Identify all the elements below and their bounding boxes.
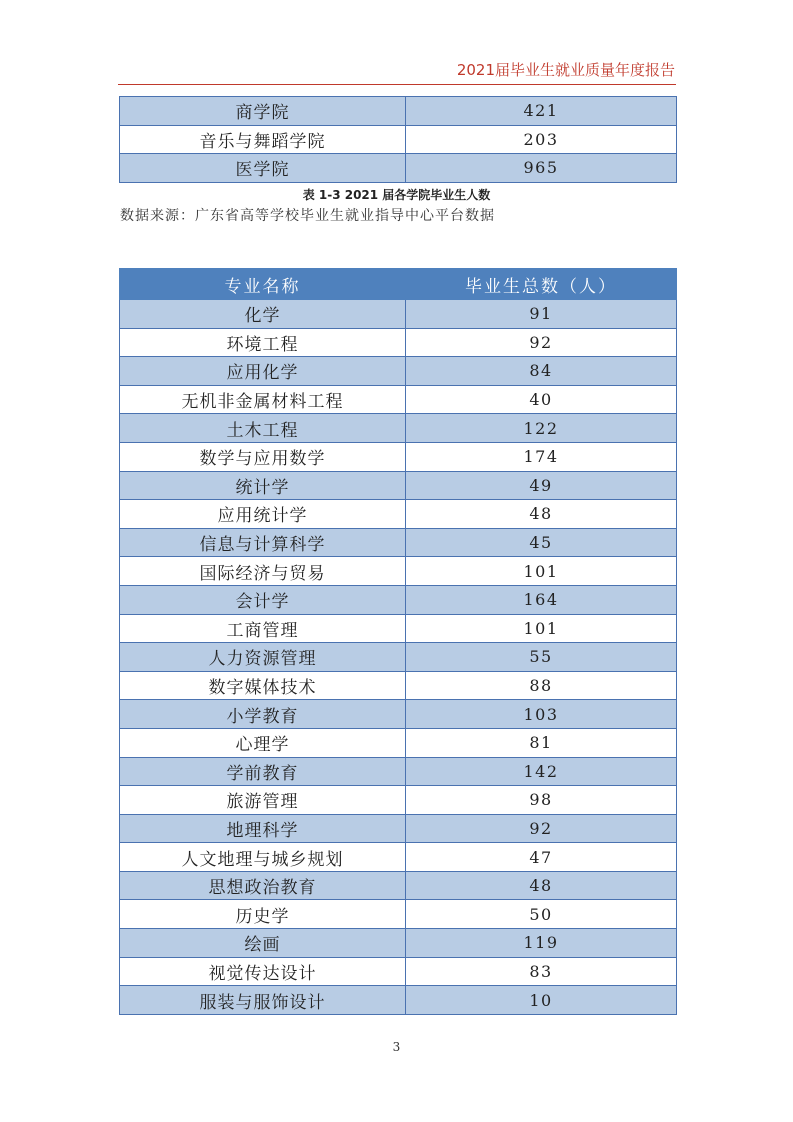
major-table-body [120,300,677,1015]
graduate-count: 47 [406,843,677,872]
graduate-count: 83 [406,957,677,986]
table-row [120,585,677,614]
major-name: 数字媒体技术 [120,671,406,700]
graduate-count: 98 [406,786,677,815]
major-name: 会计学 [120,585,406,614]
major-name: 国际经济与贸易 [120,557,406,586]
graduate-count: 48 [406,500,677,529]
major-name: 数学与应用数学 [120,442,406,471]
major-name: 学前教育 [120,757,406,786]
table-row [120,528,677,557]
college-name: 音乐与舞蹈学院 [120,125,406,154]
graduate-count: 119 [406,929,677,958]
graduate-count: 10 [406,986,677,1015]
column-header-total: 毕业生总数（人） [406,269,677,300]
major-name: 思想政治教育 [120,871,406,900]
table-caption: 表 1-3 2021 届各学院毕业生人数 [302,188,491,202]
graduate-count: 122 [406,414,677,443]
major-name: 视觉传达设计 [120,957,406,986]
major-name: 人文地理与城乡规划 [120,843,406,872]
major-name: 历史学 [120,900,406,929]
college-name: 商学院 [120,97,406,126]
table-row [120,414,677,443]
major-name: 心理学 [120,728,406,757]
table-row [120,871,677,900]
table-row [120,700,677,729]
table-row [120,728,677,757]
major-name: 土木工程 [120,414,406,443]
major-name: 应用统计学 [120,500,406,529]
graduate-count: 92 [406,814,677,843]
graduate-count: 48 [406,871,677,900]
report-title: 2021届毕业生就业质量年度报告 [456,61,675,79]
graduate-count: 142 [406,757,677,786]
table-header-row [120,269,677,300]
graduate-count: 45 [406,528,677,557]
graduate-count: 81 [406,728,677,757]
graduate-count: 40 [406,385,677,414]
graduate-count: 55 [406,643,677,672]
table-row [120,900,677,929]
graduate-count: 49 [406,471,677,500]
table-row [120,614,677,643]
graduate-count: 50 [406,900,677,929]
graduate-count: 101 [406,614,677,643]
graduate-count: 84 [406,357,677,386]
graduate-count: 103 [406,700,677,729]
table-row [120,97,677,126]
graduate-count: 164 [406,585,677,614]
major-name: 化学 [120,300,406,329]
table-row [120,154,677,183]
major-name: 旅游管理 [120,786,406,815]
header-divider [118,84,676,85]
table-row [120,125,677,154]
table-row [120,500,677,529]
table-row [120,471,677,500]
table-row [120,328,677,357]
table-row [120,557,677,586]
major-name: 服装与服饰设计 [120,986,406,1015]
college-name: 医学院 [120,154,406,183]
major-name: 统计学 [120,471,406,500]
major-name: 人力资源管理 [120,643,406,672]
table-row [120,300,677,329]
graduate-count: 91 [406,300,677,329]
table-row [120,929,677,958]
major-name: 信息与计算科学 [120,528,406,557]
table-row [120,757,677,786]
graduate-count: 92 [406,328,677,357]
table-row [120,643,677,672]
table-row [120,671,677,700]
table-row [120,957,677,986]
column-header-major: 专业名称 [120,269,406,300]
table-row [120,385,677,414]
major-name: 地理科学 [120,814,406,843]
major-name: 小学教育 [120,700,406,729]
major-graduates-table [119,268,677,1015]
major-name: 无机非金属材料工程 [120,385,406,414]
graduate-count: 965 [406,154,677,183]
page-number: 3 [392,1040,401,1054]
graduate-count: 88 [406,671,677,700]
table-row [120,843,677,872]
college-graduates-table [119,96,677,183]
graduate-count: 174 [406,442,677,471]
major-name: 绘画 [120,929,406,958]
table-row [120,786,677,815]
major-name: 应用化学 [120,357,406,386]
table-row [120,357,677,386]
table-row [120,442,677,471]
table-row [120,814,677,843]
data-source-note: 数据来源：广东省高等学校毕业生就业指导中心平台数据 [120,208,495,224]
major-name: 环境工程 [120,328,406,357]
graduate-count: 101 [406,557,677,586]
graduate-count: 203 [406,125,677,154]
major-name: 工商管理 [120,614,406,643]
graduate-count: 421 [406,97,677,126]
table-row [120,986,677,1015]
